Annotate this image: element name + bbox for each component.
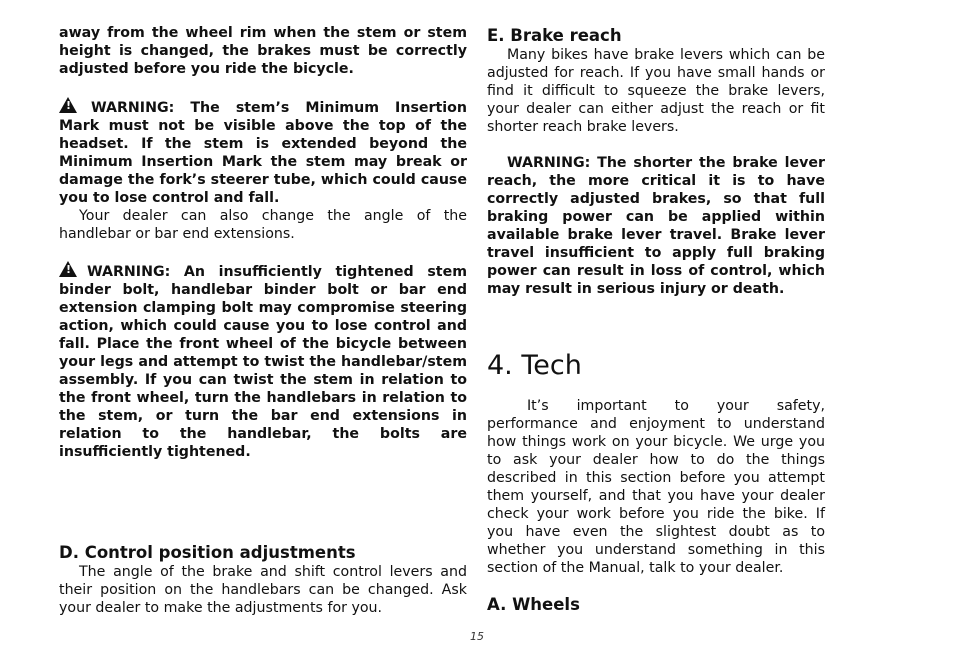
left-column (59, 24, 467, 617)
left-paragraph-1: away from the wheel rim when the stem or stem height is changed, the brakes must be correctly adjusted before you ride the bicycle. (59, 25, 467, 77)
binder-bolt-warning (59, 261, 467, 461)
stem-insertion-warning (59, 97, 467, 207)
warning-icon (59, 97, 77, 113)
binder-bolt-warning-text: WARNING: An insufficiently tightened stem binder bolt, handlebar binder bolt or bar end extension clamping bolt may compromise steering action, which could cause you to lose control and fall. Place the front wheel of the bicycle between your legs and attempt to twist the handlebar/stem assembly. If you can twist the stem in relation to the front wheel, turn the handlebars in relation to the stem, or turn the bar end extensions in relation to the handlebar, the bolts are insufficiently tightened. (59, 264, 467, 460)
brake-lever-warning: WARNING: The shorter the brake lever reach, the more critical it is to have correctly adjusted brakes, so that full braking power can be applied within available brake lever travel. Brake lever travel insufficient to apply full braking power can result in loss of control, which may result in serious injury or death. (487, 155, 825, 297)
left-paragraph-2: Your dealer can also change the angle of the handlebar or bar end extensions. (59, 208, 467, 242)
brake-reach-paragraph: Many bikes have brake levers which can be adjusted for reach. If you have small hands or find it difficult to squeeze the brake levers, your dealer can either adjust the reach or fit shorter reach brake levers. (487, 47, 825, 135)
right-column (487, 26, 825, 615)
warning-icon (59, 261, 77, 277)
page-number: 15 (470, 630, 484, 643)
stem-insertion-warning-text: WARNING: The stem’s Minimum Insertion Mark must not be visible above the top of the headset. If the stem is extended beyond the Minimum Insertion Mark the stem may break or damage the fork’s steerer tube, which could cause you to lose control and fall. (59, 100, 467, 206)
chapter-title: 4. Tech (487, 350, 582, 381)
heading-wheels: A. Wheels (487, 595, 580, 614)
heading-control-position: D. Control position adjustments (59, 543, 356, 562)
left-paragraph-3: The angle of the brake and shift control levers and their position on the handlebars can be changed. Ask your dealer to make the adjustments for you. (59, 564, 467, 616)
heading-brake-reach: E. Brake reach (487, 26, 622, 45)
tech-intro-paragraph: It’s important to your safety, performance and enjoyment to understand how things work on your bicycle. We urge you to ask your dealer how to do the things described in this section before you attempt them yourself, and that you have your dealer check your work before you ride the bike. If you have even the slightest doubt as to whether you understand something in this section of the Manual, talk to your dealer. (487, 398, 825, 576)
